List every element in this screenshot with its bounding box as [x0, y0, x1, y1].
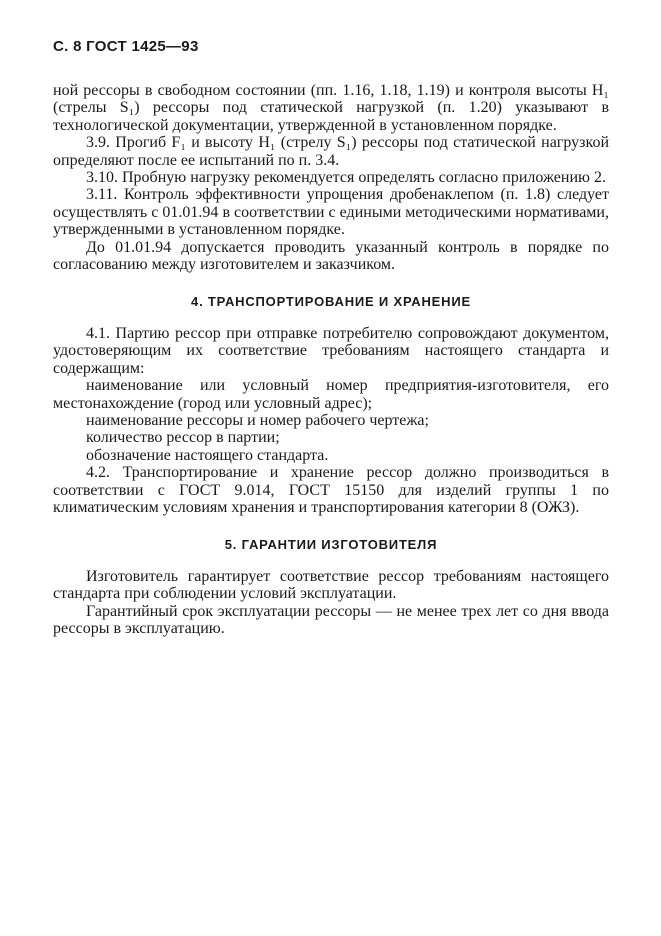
page-body	[53, 82, 609, 637]
section-5-title: 5. ГАРАНТИИ ИЗГОТОВИТЕЛЯ	[224, 537, 438, 553]
paragraph-3-11-note: До 01.01.94 допускается проводить указанный контроль в порядке по согласованию между изготовителем и заказчиком.	[53, 238, 609, 274]
paragraph-5-1: Изготовитель гарантирует соответствие рессор требованиям настоящего стандарта при соблюдении условий эксплуатации.	[53, 567, 609, 603]
list-item: количество рессор в партии;	[86, 429, 280, 447]
paragraph-3-9: 3.9. Прогиб F₁ и высоту H₁ (стрелу S₁) рессоры под статической нагрузкой определяют после ее испытаний по п. 3.4.	[53, 134, 609, 169]
paragraph-3-10: 3.10. Пробную нагрузку рекомендуется определять согласно приложению 2.	[86, 169, 606, 187]
list-item: наименование рессоры и номер рабочего чертежа;	[86, 411, 429, 429]
list-item: обозначение настоящего стандарта.	[86, 446, 329, 464]
running-head: С. 8 ГОСТ 1425—93	[53, 38, 199, 55]
list-item: наименование или условный номер предприятия-изготовителя, его местонахождение (город или условный адрес);	[53, 377, 609, 412]
section-4-title: 4. ТРАНСПОРТИРОВАНИЕ И ХРАНЕНИЕ	[191, 294, 471, 310]
paragraph-4-1: 4.1. Партию рессор при отправке потребителю сопровождают документом, удостоверяющим их соответствие требованиям настоящего стандарта и содержащим:	[53, 324, 609, 377]
paragraph-3-11: 3.11. Контроль эффективности упрощения дробенаклепом (п. 1.8) следует осуществлять с 01.01.94 в соответствии с едиными методическими нормативами, утвержденными в установленном порядке.	[53, 186, 609, 239]
paragraph-4-2: 4.2. Транспортирование и хранение рессор должно производиться в соответствии с ГОСТ 9.014, ГОСТ 15150 для изделий группы 1 по климатическим условиям хранения и транспортирования категории 8 (ОЖЗ).	[53, 464, 609, 516]
paragraph-continuation: ной рессоры в свободном состоянии (пп. 1.16, 1.18, 1.19) и контроля высоты H₁ (стрелы S₁) рессоры под статической нагрузкой (п. 1.20) указывают в технологической документации, утвержденной в установленном порядке.	[53, 82, 609, 134]
paragraph-5-2: Гарантийный срок эксплуатации рессоры — не менее трех лет со дня ввода рессоры в эксплуатацию.	[53, 602, 609, 637]
